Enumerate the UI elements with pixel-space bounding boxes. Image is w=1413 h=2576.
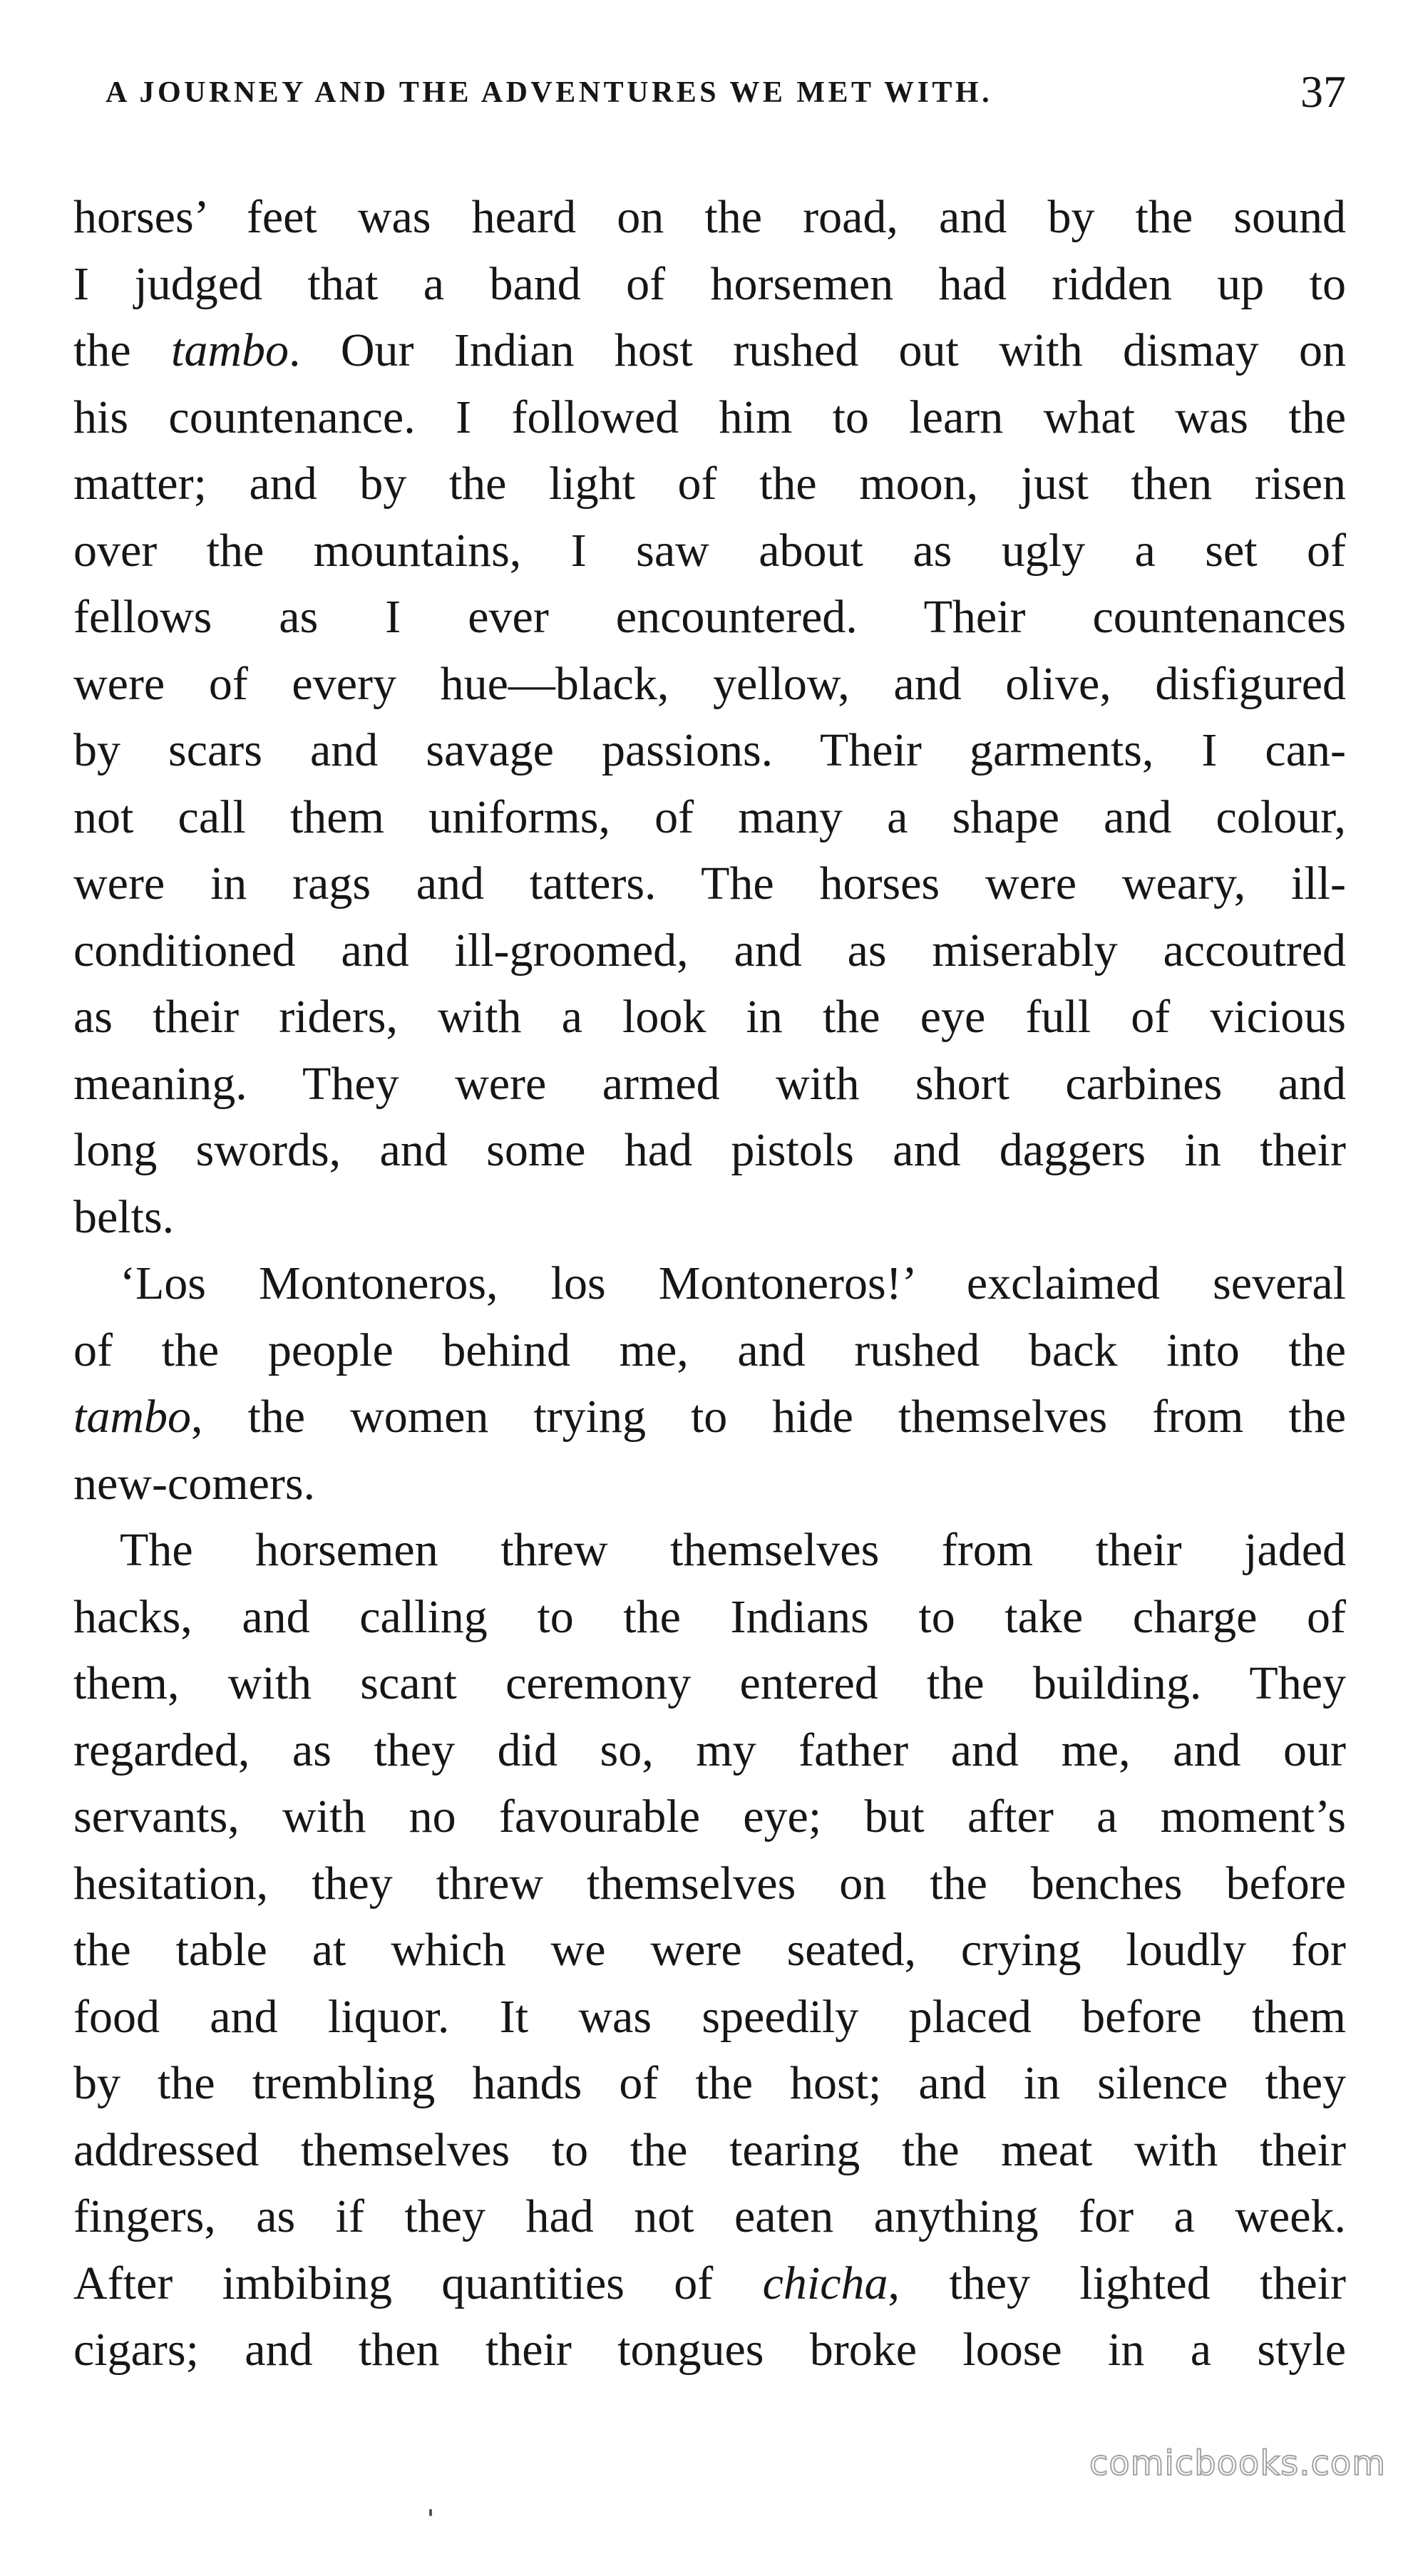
text-line: matter; and by the light of the moon, just then risen <box>73 458 1346 510</box>
text-line: belts. <box>73 1190 175 1243</box>
paragraph-2 <box>73 1250 1346 1517</box>
paragraph-1 <box>73 184 1346 1250</box>
text-line: as their riders, with a look in the eye full of vicious <box>73 991 1346 1043</box>
text-line: not call them uniforms, of many a shape and colour, <box>73 790 1346 843</box>
text-line: ‘Los Montoneros, los Montoneros!’ exclaimed several <box>120 1257 1346 1309</box>
paragraph-3 <box>73 1517 1346 2384</box>
text-line: meaning. They were armed with short carbines and <box>73 1057 1346 1110</box>
text-line: them, with scant ceremony entered the building. They <box>73 1657 1346 1709</box>
page-number: 37 <box>1300 66 1346 117</box>
text-line: the tambo. Our Indian host rushed out with dismay on <box>73 324 1346 376</box>
text-line: regarded, as they did so, my father and me, and our <box>73 1724 1346 1776</box>
text-line: conditioned and ill-groomed, and as miserably accoutred <box>73 924 1346 977</box>
text-line: hesitation, they threw themselves on the benches before <box>73 1857 1346 1910</box>
text-line: cigars; and then their tongues broke loose in a style <box>73 2324 1346 2376</box>
text-line: by scars and savage passions. Their garments, I can- <box>73 724 1346 776</box>
text-line: the table at which we were seated, crying loudly for <box>73 1924 1346 1976</box>
text-line: hacks, and calling to the Indians to take charge of <box>73 1590 1346 1643</box>
body-text <box>73 184 1346 2384</box>
text-line: were in rags and tatters. The horses were weary, ill- <box>73 857 1346 910</box>
text-line: his countenance. I followed him to learn what was the <box>73 391 1346 443</box>
text-line: by the trembling hands of the host; and in silence they <box>73 2057 1346 2109</box>
print-speck <box>429 2509 432 2516</box>
text-line: new-comers. <box>73 1457 316 1510</box>
running-title: A JOURNEY AND THE ADVENTURES WE MET WITH. <box>106 76 993 109</box>
text-line: of the people behind me, and rushed back into the <box>73 1324 1346 1376</box>
text-line: addressed themselves to the tearing the meat with their <box>73 2123 1346 2176</box>
text-line: over the mountains, I saw about as ugly a set of <box>73 524 1346 577</box>
text-line: fellows as I ever encountered. Their countenances <box>73 591 1346 643</box>
text-line: horses’ feet was heard on the road, and by the sound <box>73 191 1346 243</box>
running-head <box>106 66 1346 123</box>
text-line: After imbibing quantities of chicha, they lighted their <box>73 2257 1346 2309</box>
text-line: I judged that a band of horsemen had ridden up to <box>73 257 1346 310</box>
watermark: comicbooks.com <box>1089 2443 1386 2483</box>
text-line: tambo, the women trying to hide themselves from the <box>73 1391 1346 1443</box>
text-line: fingers, as if they had not eaten anything for a week. <box>73 2190 1346 2242</box>
text-line: servants, with no favourable eye; but after a moment’s <box>73 1791 1346 1843</box>
text-line: The horsemen threw themselves from their jaded <box>120 1524 1346 1576</box>
text-line: food and liquor. It was speedily placed before them <box>73 1990 1346 2043</box>
text-line: were of every hue—black, yellow, and olive, disfigured <box>73 657 1346 710</box>
text-line: long swords, and some had pistols and daggers in their <box>73 1124 1346 1176</box>
